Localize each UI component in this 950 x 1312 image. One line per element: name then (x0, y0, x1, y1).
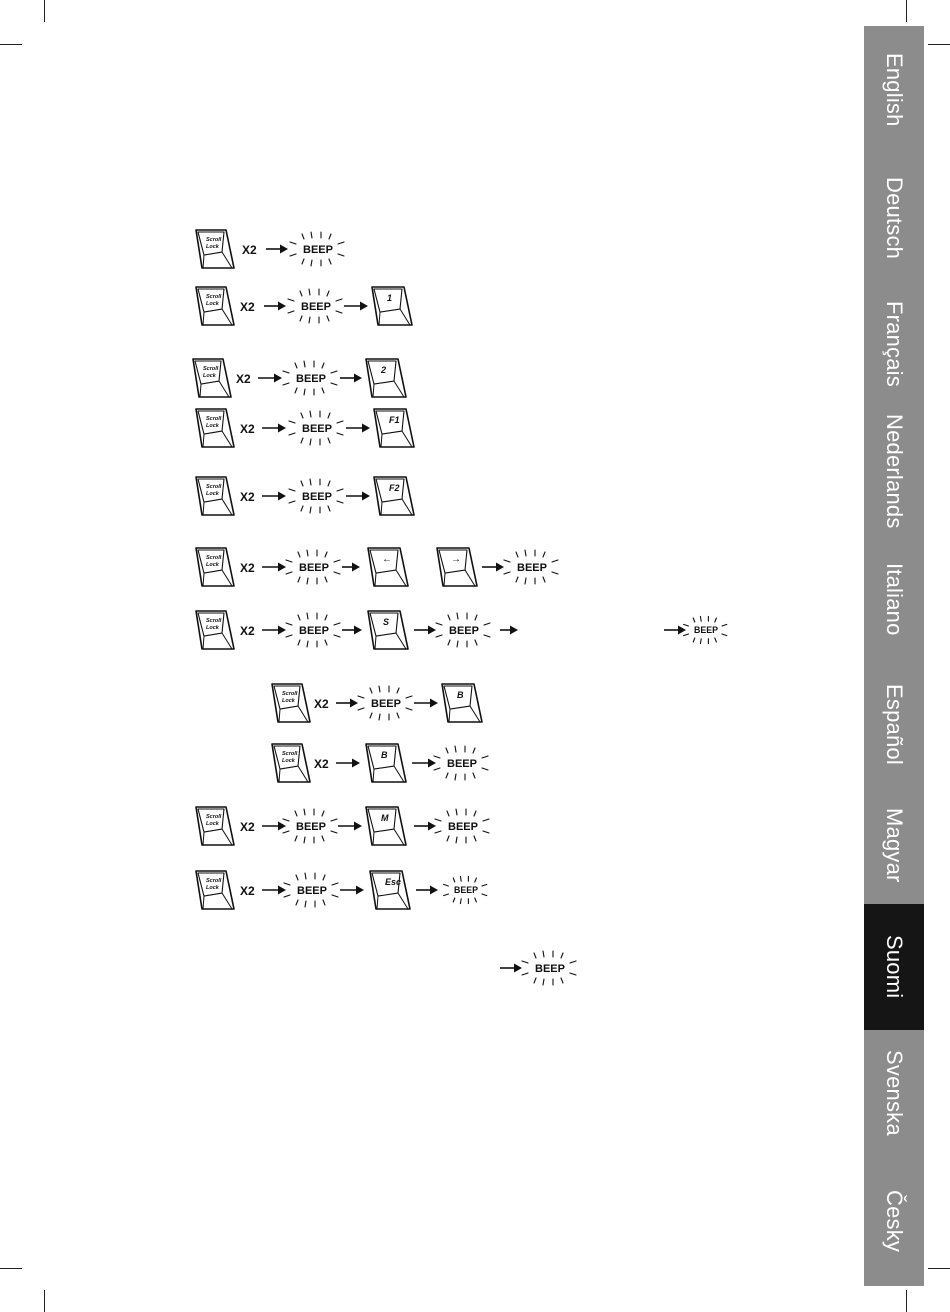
lang-tab-label: Nederlands (882, 413, 907, 529)
lang-tab-label: Italiano (882, 562, 907, 636)
arrow-icon (258, 374, 282, 383)
scroll-lock-key (196, 871, 234, 909)
arrow-icon (338, 822, 362, 831)
key-left (368, 548, 408, 586)
beep-burst (286, 613, 340, 647)
crop-mark (928, 1268, 950, 1269)
times-two-label (314, 757, 329, 771)
key-label: 2 (381, 365, 387, 375)
beep-burst (288, 289, 342, 323)
scroll-lock-key (196, 807, 234, 845)
scroll-lock-key (196, 477, 234, 515)
key-label-line: Lock (282, 758, 295, 764)
key-right (437, 548, 477, 586)
sequence-row (193, 359, 406, 397)
key-label: → (451, 554, 461, 565)
beep-label: BEEP (517, 562, 547, 574)
key-label-line: Scroll (206, 814, 222, 820)
times-two-label (240, 820, 255, 834)
lang-tab-deutsch[interactable] (864, 154, 924, 282)
beep-label: BEEP (449, 625, 479, 637)
beep-burst (289, 479, 343, 513)
beep-label: BEEP (303, 244, 333, 256)
beep-burst (290, 232, 344, 266)
crop-mark (906, 1290, 907, 1312)
key-label: S (383, 617, 390, 627)
lang-tab-label: Magyar (882, 807, 907, 883)
key-label-line: Scroll (206, 555, 222, 561)
times-two-text: X2 (240, 561, 255, 575)
times-two-label (314, 697, 329, 711)
beep-label: BEEP (535, 963, 565, 975)
sequence-row (500, 951, 576, 985)
beep-burst (684, 616, 727, 643)
key-label: B (457, 690, 464, 700)
beep-label: BEEP (447, 758, 477, 770)
scroll-lock-key (196, 409, 234, 447)
beep-label: BEEP (302, 491, 332, 503)
beep-label: BEEP (371, 698, 401, 710)
beep-burst (358, 686, 412, 720)
times-two-text: X2 (314, 757, 329, 771)
beep-label: BEEP (299, 562, 329, 574)
lang-tab-english[interactable] (864, 26, 924, 154)
beep-label: BEEP (296, 821, 326, 833)
crop-mark (928, 44, 950, 45)
key-label: F1 (389, 415, 400, 425)
arrow-icon (414, 699, 438, 708)
lang-tab-label: English (882, 53, 907, 127)
key-label: ← (382, 554, 392, 565)
beep-burst (522, 951, 576, 985)
lang-tab-label: Español (882, 683, 907, 765)
lang-tab-nederlands[interactable] (864, 406, 924, 536)
lang-tab-magyar[interactable] (864, 786, 924, 904)
arrow-icon (416, 886, 438, 895)
key-label-line: Scroll (282, 691, 298, 697)
times-two-text: X2 (236, 372, 251, 386)
beep-burst (289, 411, 343, 445)
scroll-lock-key (196, 548, 234, 586)
arrow-icon (262, 492, 286, 501)
sequence-row (272, 744, 488, 782)
key-label-line: Scroll (282, 751, 298, 757)
scroll-lock-key (196, 230, 234, 268)
arrow-icon (336, 699, 358, 708)
beep-label: BEEP (694, 625, 718, 636)
arrow-icon (500, 964, 522, 973)
sequence-row (196, 611, 727, 649)
key-label-line: Lock (206, 244, 219, 250)
key-esc (370, 871, 410, 909)
arrow-icon (482, 563, 504, 572)
lang-tab-label: Suomi (882, 935, 907, 999)
sequence-row (196, 871, 487, 909)
key-s (368, 611, 408, 649)
key-b (442, 684, 482, 722)
times-two-text: X2 (240, 820, 255, 834)
scroll-lock-key (196, 287, 234, 325)
times-two-label (240, 624, 255, 638)
beep-label: BEEP (299, 625, 329, 637)
beep-label: BEEP (296, 373, 326, 385)
arrow-icon (262, 886, 286, 895)
key-label: M (381, 813, 389, 823)
arrow-icon (340, 886, 364, 895)
lang-tab-label: Svenska (882, 1050, 907, 1136)
lang-tab-svenska[interactable] (864, 1030, 924, 1156)
key-label-line: Lock (206, 491, 219, 497)
arrow-icon (342, 626, 362, 635)
sequence-row (196, 807, 489, 845)
key-label-line: Scroll (203, 366, 219, 372)
sequence-row (196, 287, 412, 325)
lang-tab-česky[interactable] (864, 1156, 924, 1286)
lang-tab-label: Deutsch (882, 176, 907, 260)
arrow-icon (262, 822, 286, 831)
key-2 (366, 359, 406, 397)
beep-burst (436, 613, 490, 647)
beep-label: BEEP (297, 885, 327, 897)
arrow-icon (500, 626, 518, 635)
times-two-label (240, 490, 255, 504)
times-two-text: X2 (240, 490, 255, 504)
times-two-text: X2 (240, 884, 255, 898)
lang-tab-italiano[interactable] (864, 536, 924, 662)
sequence-row (196, 409, 414, 447)
arrow-icon (344, 302, 368, 311)
key-m (366, 807, 406, 845)
lang-tab-français[interactable] (864, 282, 924, 406)
lang-tab-label: Česky (882, 1189, 907, 1253)
key-label-line: Lock (206, 423, 219, 429)
beep-label: BEEP (301, 301, 331, 313)
lang-tab-español[interactable] (864, 662, 924, 786)
key-label: B (381, 750, 388, 760)
key-label-line: Scroll (206, 294, 222, 300)
beep-burst (434, 746, 488, 780)
sequence-row (272, 684, 482, 722)
times-two-text: X2 (240, 422, 255, 436)
times-two-label (242, 243, 257, 257)
key-label-line: Lock (206, 301, 219, 307)
key-label-line: Scroll (206, 618, 222, 624)
sequence-row (196, 548, 558, 586)
sequence-row (196, 230, 344, 268)
key-label-line: Lock (203, 373, 216, 379)
times-two-label (240, 422, 255, 436)
times-two-label (240, 561, 255, 575)
times-two-text: X2 (242, 243, 257, 257)
key-label: 1 (387, 293, 393, 303)
key-label-line: Lock (282, 698, 295, 704)
beep-label: BEEP (448, 821, 478, 833)
times-two-text: X2 (240, 300, 255, 314)
times-two-text: X2 (240, 624, 255, 638)
beep-burst (283, 361, 337, 395)
arrow-icon (414, 822, 436, 831)
key-label-line: Scroll (206, 484, 222, 490)
scroll-lock-key (272, 744, 310, 782)
beep-burst (504, 550, 558, 584)
key-f2 (374, 477, 414, 515)
key-label-line: Scroll (206, 878, 222, 884)
arrow-icon (412, 759, 436, 768)
scroll-lock-key (272, 684, 310, 722)
key-label-line: Lock (206, 885, 219, 891)
language-sidebar (864, 26, 924, 1286)
arrow-icon (266, 245, 288, 254)
arrow-icon (346, 424, 370, 433)
beep-burst (435, 809, 489, 843)
lang-tab-label: Français (882, 301, 907, 387)
arrow-icon (336, 759, 360, 768)
key-f1 (374, 409, 414, 447)
beep-label: BEEP (302, 423, 332, 435)
key-label: F2 (389, 483, 400, 493)
arrow-icon (414, 626, 436, 635)
key-label-line: Scroll (206, 237, 222, 243)
arrow-icon (346, 492, 370, 501)
arrow-icon (340, 374, 362, 383)
crop-mark (906, 0, 907, 22)
arrow-icon (262, 563, 286, 572)
times-two-text: X2 (314, 697, 329, 711)
sequence-row (196, 477, 414, 515)
key-label-line: Lock (206, 625, 219, 631)
key-label: Esc (385, 877, 402, 887)
key-1 (372, 287, 412, 325)
beep-burst (283, 809, 337, 843)
arrow-icon (262, 424, 286, 433)
beep-burst (444, 876, 487, 903)
times-two-label (236, 372, 251, 386)
times-two-label (240, 300, 255, 314)
beep-label: BEEP (454, 885, 478, 896)
key-label-line: Scroll (206, 416, 222, 422)
key-label-line: Lock (206, 562, 219, 568)
beep-burst (284, 873, 338, 907)
arrow-icon (664, 626, 686, 635)
scroll-lock-key (193, 359, 231, 397)
key-b (366, 744, 406, 782)
beep-burst (286, 550, 340, 584)
key-label-line: Lock (206, 821, 219, 827)
times-two-label (240, 884, 255, 898)
arrow-icon (264, 302, 286, 311)
lang-tab-suomi[interactable] (864, 904, 924, 1030)
arrow-icon (262, 626, 286, 635)
arrow-icon (342, 563, 360, 572)
scroll-lock-key (196, 611, 234, 649)
